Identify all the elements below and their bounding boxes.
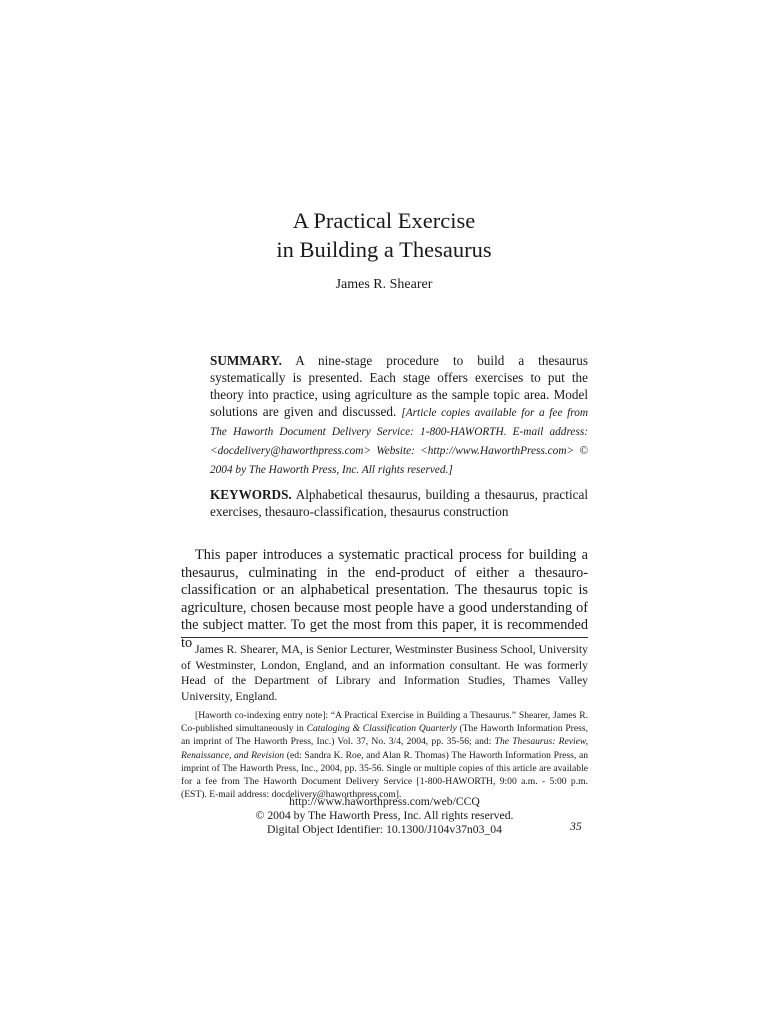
page-number: 35 <box>570 820 582 833</box>
title-line-1: A Practical Exercise <box>292 208 476 233</box>
summary-copyright-note: [Article copies available for a fee from The Haworth Document Delivery Service: 1-800-HAWORTH. E-mail address: <docdelivery@haworthpress.com> Website: <http://www.HaworthPress.com> © 2004 by The Haworth Press, Inc. All rights reserved.] <box>210 407 588 476</box>
publisher-footer <box>181 795 588 836</box>
title-line-2: in Building a Thesaurus <box>276 237 492 262</box>
index-note-part-2: (The Haworth Information Press, an imprint of The Haworth Press, Inc.) Vol. 37, No. 3/4, 2004, pp. 35-56; and: <box>181 723 588 748</box>
keywords-label: KEYWORDS. <box>210 487 292 502</box>
body-paragraph: This paper introduces a systematic practical process for building a thesaurus, culminating in the end-product of either a thesauro-classification or an alphabetical presentation. The thesaurus topic is agriculture, chosen because most people have a good understanding of the subject matter. To get the most from this paper, it is recommended to <box>181 547 588 651</box>
index-note-book: The Thesaurus: Review, Renaissance, and Revision <box>181 736 588 761</box>
co-indexing-note <box>181 709 588 801</box>
author-name: James R. Shearer <box>335 277 433 292</box>
index-note-part-3: (ed: Sandra K. Roe, and Alan R. Thomas) The Haworth Information Press, an imprint of The Haworth Press, Inc., 2004, pp. 35-56. Single or multiple copies of this article are available for a fee from The Haworth Document Delivery Service [1-800-HAWORTH, 9:00 a.m. - 5:00 p.m. (EST). E-mail address: docdelivery@haworthpress.com]. <box>181 749 589 801</box>
summary-label: SUMMARY. <box>210 353 282 368</box>
keywords-block <box>210 486 588 520</box>
footer-copyright: © 2004 by The Haworth Press, Inc. All rights reserved. <box>255 808 514 822</box>
footnote-divider <box>181 637 588 638</box>
footer-doi: Digital Object Identifier: 10.1300/J104v37n03_04 <box>266 822 502 836</box>
article-title <box>0 206 768 264</box>
keywords-text: Alphabetical thesaurus, building a thesaurus, practical exercises, thesauro-classification, thesaurus construction <box>210 487 588 519</box>
summary-text: A nine-stage procedure to build a thesaurus systematically is presented. Each stage offers exercises to put the theory into practice, using agriculture as the sample topic area. Model solutions are given and discussed. <box>210 353 588 419</box>
footer-url: http://www.haworthpress.com/web/CCQ <box>289 795 480 808</box>
summary-block <box>210 352 588 479</box>
index-note-part-1: [Haworth co-indexing entry note]: “A Practical Exercise in Building a Thesaurus.” Shearer, James R. Co-published simultaneously in <box>181 710 588 735</box>
author-footnote: James R. Shearer, MA, is Senior Lecturer, Westminster Business School, University of Westminster, London, England, and an information consultant. He was formerly Head of the Department of Library and Information Studies, Thames Valley University, England. <box>181 643 588 703</box>
index-note-journal: Cataloging & Classification Quarterly <box>306 723 457 735</box>
